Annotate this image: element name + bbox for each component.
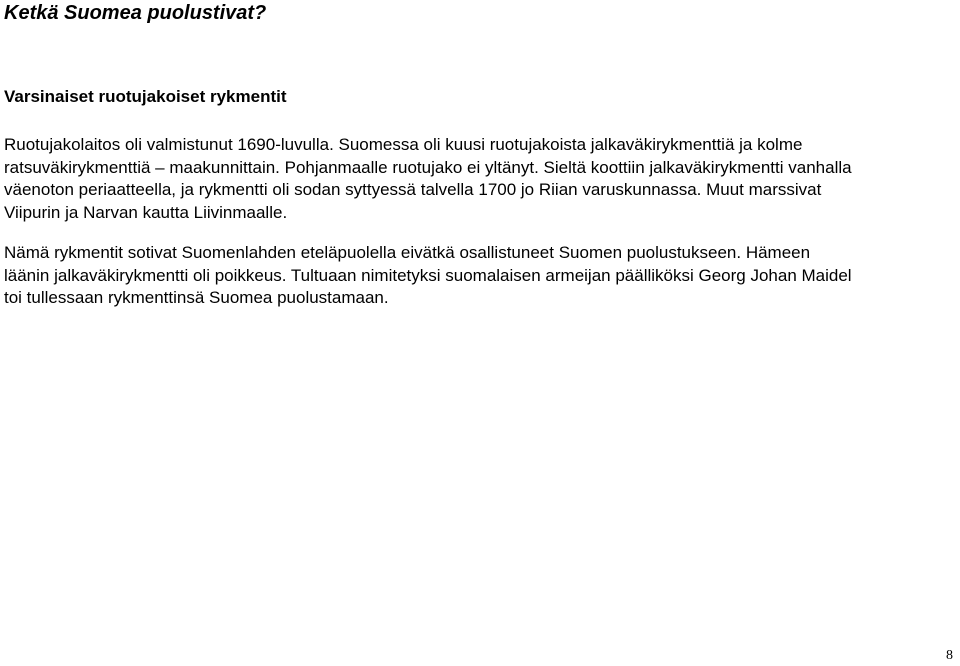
paragraph-1-line-2: ratsuväkirykmenttiä – maakunnittain. Pohjanmaalle ruotujako ei yltänyt. Sieltä koottiin jalkaväkirykmentti vanhalla <box>4 157 852 177</box>
paragraph-2 <box>4 242 852 310</box>
paragraph-1-line-4: Viipurin ja Narvan kautta Liivinmaalle. <box>4 202 288 222</box>
page-number: 8 <box>946 648 953 663</box>
paragraph-2-line-3: toi tullessaan rykmenttinsä Suomea puolustamaan. <box>4 288 389 307</box>
paragraph-1-line-3: väenoton periaatteella, ja rykmentti oli sodan syttyessä talvella 1700 jo Riian varuskunnassa. Muut marssivat <box>4 180 822 199</box>
page-title: Ketkä Suomea puolustivat? <box>4 2 267 24</box>
paragraph-1 <box>4 134 852 224</box>
paragraph-2-line-1: Nämä rykmentit sotivat Suomenlahden eteläpuolella eivätkä osallistuneet Suomen puolustukseen. Hämeen <box>4 243 811 262</box>
section-heading: Varsinaiset ruotujakoiset rykmentit <box>4 87 287 106</box>
paragraph-2-line-2: läänin jalkaväkirykmentti oli poikkeus. Tultuaan nimitetyksi suomalaisen armeijan päälliköksi Georg Johan Maidel <box>4 265 852 285</box>
paragraph-1-line-1: Ruotujakolaitos oli valmistunut 1690-luvulla. Suomessa oli kuusi ruotujakoista jalkaväkirykmenttiä ja kolme <box>4 135 803 154</box>
